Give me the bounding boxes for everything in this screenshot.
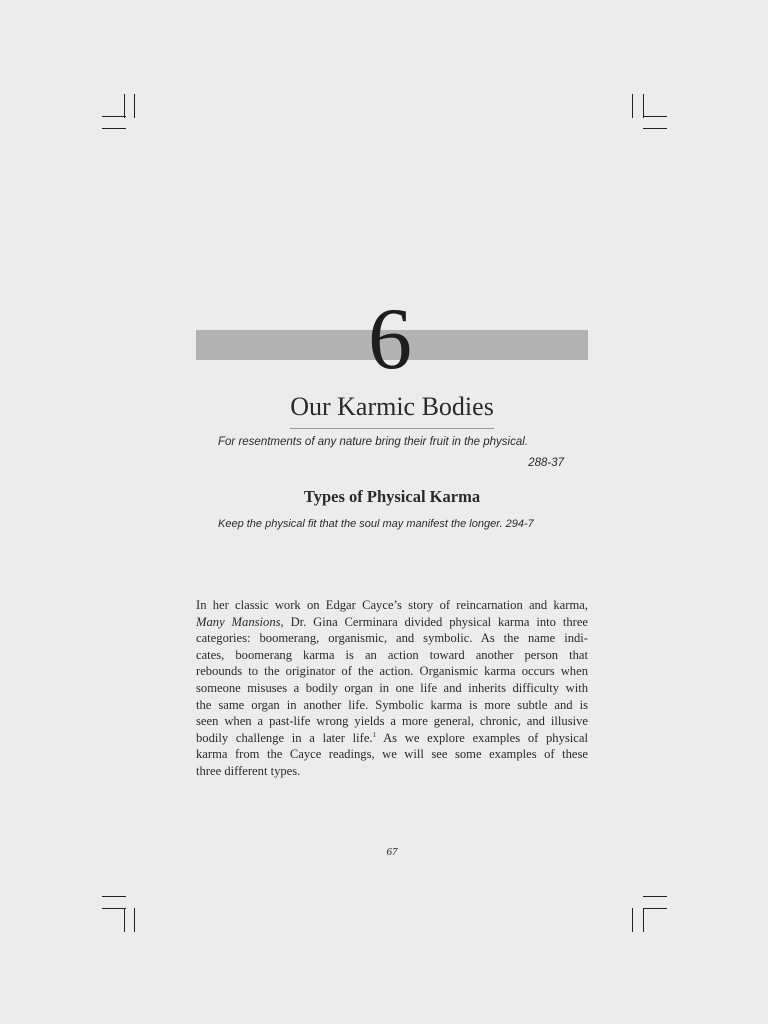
- crop-mark: [102, 116, 126, 117]
- body-line: rebounds to the originator of the action. Organismic karma occurs when: [196, 664, 588, 679]
- page-number: 67: [386, 846, 398, 858]
- section-epigraph: Keep the physical fit that the soul may manifest the longer. 294-7: [218, 518, 534, 530]
- body-line: [196, 730, 588, 747]
- crop-mark: [643, 94, 644, 118]
- crop-mark: [643, 116, 667, 117]
- body-line: three different types.: [196, 763, 301, 778]
- body-line-text: As we explore examples of physical: [383, 730, 588, 745]
- section-heading: Types of Physical Karma: [303, 487, 481, 506]
- crop-mark: [102, 908, 126, 909]
- body-line: karma from the Cayce readings, we will see some examples of these: [196, 747, 588, 762]
- crop-mark: [102, 128, 126, 129]
- chapter-epigraph: For resentments of any nature bring their fruit in the physical.: [218, 436, 529, 448]
- crop-mark: [134, 908, 135, 932]
- body-line: In her classic work on Edgar Cayce’s story of reincarnation and karma,: [196, 598, 588, 612]
- crop-mark: [124, 94, 125, 118]
- crop-mark: [643, 908, 644, 932]
- body-line: someone misuses a bodily organ in one life and inherits difficulty with: [196, 680, 588, 695]
- crop-mark: [643, 908, 667, 909]
- chapter-number: 6: [368, 291, 412, 388]
- body-line: [196, 614, 588, 631]
- crop-mark: [632, 94, 633, 118]
- chapter-epigraph-citation: 288-37: [528, 457, 564, 469]
- title-divider: [290, 428, 494, 429]
- crop-mark: [124, 908, 125, 932]
- body-line: the same organ in another life. Symbolic karma is more subtle and is: [196, 697, 588, 712]
- crop-mark: [102, 896, 126, 897]
- chapter-title: Our Karmic Bodies: [290, 392, 494, 421]
- body-line-text: bodily challenge in a later life.: [196, 730, 373, 745]
- body-paragraph: [196, 597, 588, 780]
- crop-mark: [134, 94, 135, 118]
- footnote-marker[interactable]: 1: [372, 730, 377, 739]
- body-line: cates, boomerang karma is an action toward another person that: [196, 647, 588, 662]
- book-title: Many Mansions,: [196, 614, 284, 629]
- crop-mark: [643, 128, 667, 129]
- crop-mark: [632, 908, 633, 932]
- crop-mark: [643, 896, 667, 897]
- body-line-text: Dr. Gina Cerminara divided physical karma into three: [290, 614, 588, 629]
- body-line: categories: boomerang, organismic, and symbolic. As the name indi-: [196, 631, 588, 646]
- body-line: seen when a past-life wrong yields a more general, chronic, and illusive: [196, 714, 588, 729]
